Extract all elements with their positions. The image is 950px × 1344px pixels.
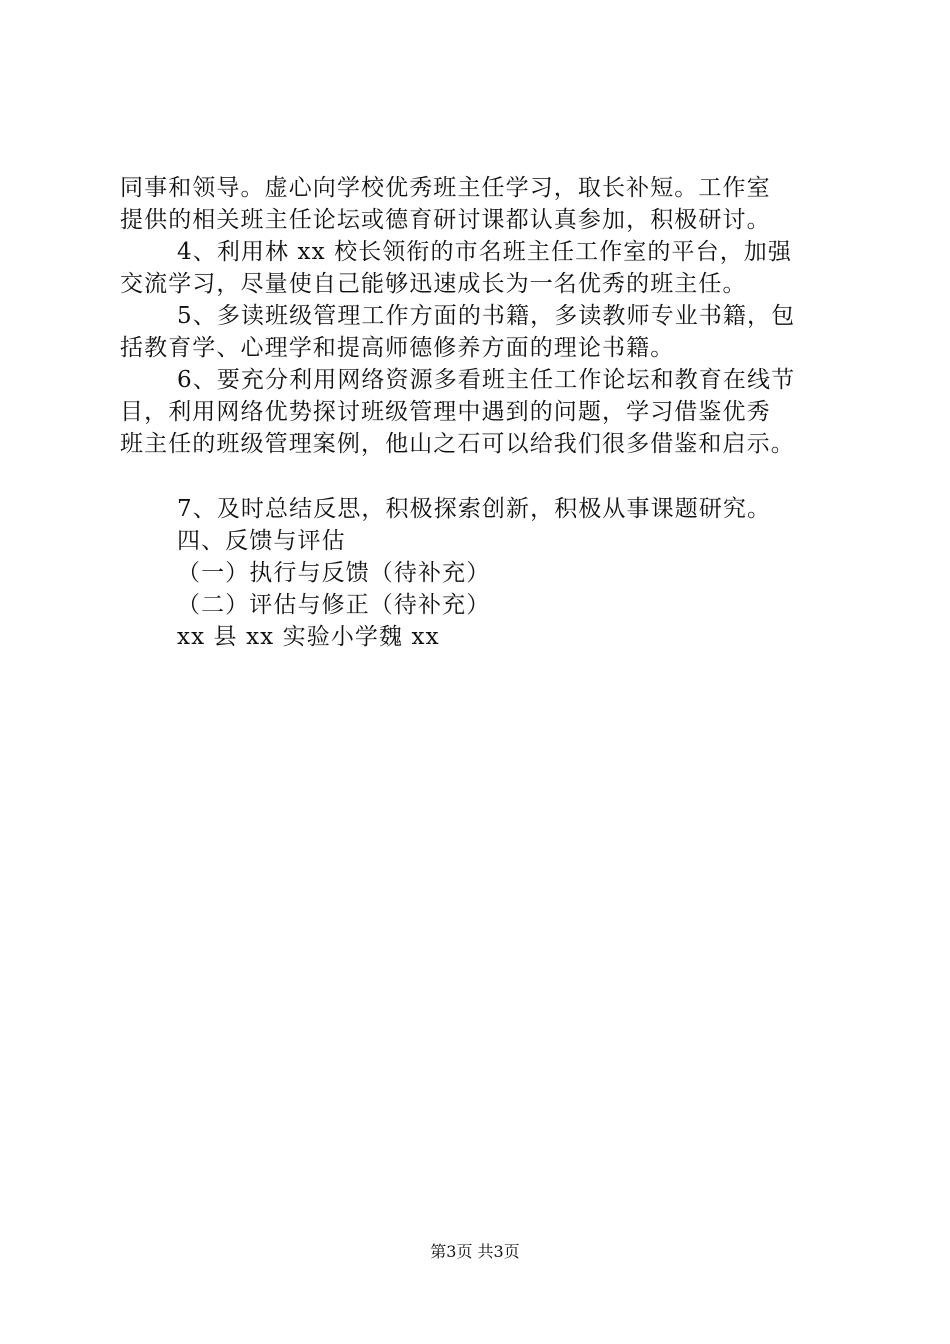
text-line: 同事和领导。虚心向学校优秀班主任学习，取长补短。工作室 — [120, 175, 771, 201]
signature-line — [120, 621, 840, 653]
paragraph-spacer — [120, 460, 840, 493]
subsection-execution — [120, 557, 840, 589]
text-line: 括教育学、心理学和提高师德修养方面的理论书籍。 — [120, 335, 675, 361]
text-line: 班主任的班级管理案例，他山之石可以给我们很多借鉴和启示。 — [120, 431, 795, 457]
section-heading-feedback — [120, 525, 840, 557]
text-line: 交流学习，尽量使自己能够迅速成长为一名优秀的班主任。 — [120, 271, 747, 297]
section-heading: 四、反馈与评估 — [177, 528, 346, 554]
document-body — [120, 172, 840, 653]
paragraph-item-6 — [120, 364, 840, 460]
paragraph-item-7 — [120, 493, 840, 525]
text-line: 7、及时总结反思，积极探索创新，积极从事课题研究。 — [177, 496, 772, 522]
paragraph-item-5 — [120, 300, 840, 364]
paragraph-colleague-learning — [120, 172, 840, 236]
author-signature: xx 县 xx 实验小学魏 xx — [177, 624, 440, 650]
text-line: 目，利用网络优势探讨班级管理中遇到的问题，学习借鉴优秀 — [120, 399, 771, 425]
text-line: 提供的相关班主任论坛或德育研讨课都认真参加，积极研讨。 — [120, 207, 771, 233]
text-line: 5、多读班级管理工作方面的书籍，多读教师专业书籍，包 — [177, 303, 796, 329]
text-line: 6、要充分利用网络资源多看班主任工作论坛和教育在线节 — [177, 367, 796, 393]
subsection-evaluation — [120, 589, 840, 621]
subsection-heading: （一）执行与反馈（待补充） — [177, 560, 491, 586]
page-footer — [0, 1240, 950, 1264]
page-indicator: 第3页 共3页 — [430, 1242, 520, 1261]
paragraph-item-4 — [120, 236, 840, 300]
subsection-heading: （二）评估与修正（待补充） — [177, 592, 491, 618]
text-line: 4、利用林 xx 校长领衔的市名班主任工作室的平台，加强 — [177, 239, 792, 265]
